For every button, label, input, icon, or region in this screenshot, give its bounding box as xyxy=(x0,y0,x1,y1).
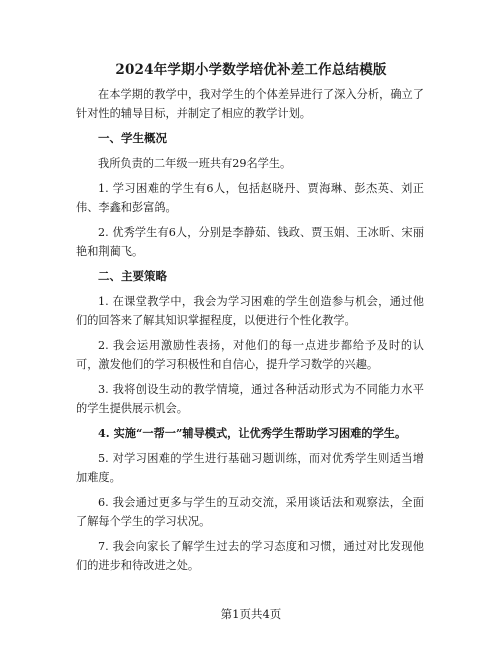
intro-paragraph: 在本学期的教学中，我对学生的个体差异进行了深入分析，确立了针对性的辅导目标，并制定了相应的教学计划。 xyxy=(76,88,424,120)
document-title: 2024年学期小学数学培优补差工作总结模版 xyxy=(115,62,387,78)
paragraph: 1. 学习困难的学生有6人，包括赵晓丹、贾海琳、彭杰英、刘正伟、李鑫和彭富鸽。 xyxy=(76,182,424,214)
paragraph: 1. 在课堂教学中，我会为学习困难的学生创造参与机会，通过他们的回答来了解其知识掌握程度，以便进行个性化教学。 xyxy=(76,295,424,327)
paragraph: 3. 我将创设生动的教学情境，通过各种活动形式为不同能力水平的学生提供展示机会。 xyxy=(76,383,424,415)
section-heading-main-strategies: 二、主要策略 xyxy=(98,269,167,283)
paragraph: 2. 优秀学生有6人，分别是李静茹、钱政、贾玉娟、王冰昕、宋丽艳和荆蔺飞。 xyxy=(76,226,424,258)
paragraph: 6. 我会通过更多与学生的互动交流，采用谈话法和观察法，全面了解每个学生的学习状况。 xyxy=(76,496,424,528)
paragraph: 5. 对学习困难的学生进行基础习题训练，而对优秀学生则适当增加难度。 xyxy=(76,452,424,484)
document-body xyxy=(76,85,424,581)
paragraph: 7. 我会向家长了解学生过去的学习态度和习惯，通过对比发现他们的进步和待改进之处。 xyxy=(76,540,424,572)
paragraph: 2. 我会运用激励性表扬，对他们的每一点进步都给予及时的认可，激发他们的学习积极性和自信心，提升学习数学的兴趣。 xyxy=(76,339,424,371)
page-footer: 第1页共4页 xyxy=(220,607,282,621)
paragraph: 我所负责的二年级一班共有29名学生。 xyxy=(98,157,292,170)
section-heading-student-overview: 一、学生概况 xyxy=(98,131,167,145)
paragraph-bold: 4. 实施“一帮一”辅导模式，让优秀学生帮助学习困难的学生。 xyxy=(98,426,407,440)
